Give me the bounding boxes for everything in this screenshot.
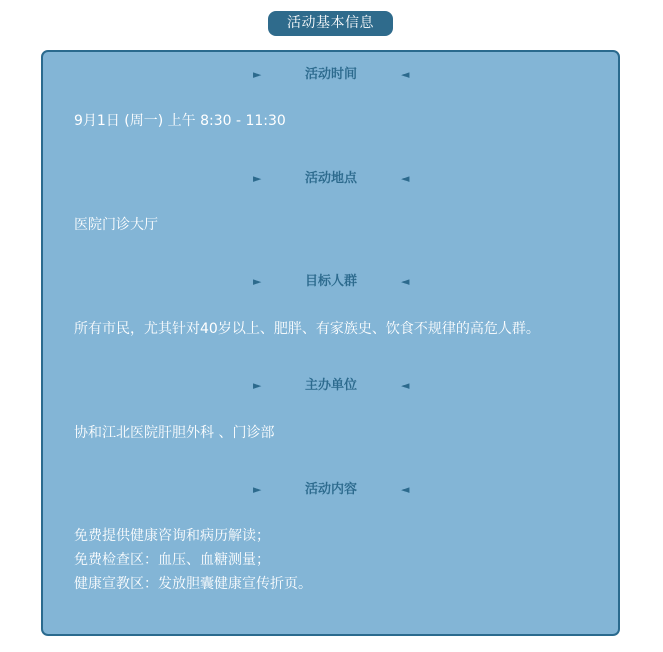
page-title: 活动基本信息 <box>268 11 393 36</box>
section-line: 所有市民，尤其针对40岁以上、肥胖、有家族史、饮食不规律的高危人群。 <box>74 321 540 337</box>
section-header-location <box>43 169 618 189</box>
triangle-left-icon: ◄ <box>401 68 410 81</box>
section-header-time <box>43 65 618 85</box>
triangle-right-icon: ► <box>253 483 262 496</box>
section-header-organizer <box>43 376 618 396</box>
section-body-audience <box>74 317 604 341</box>
triangle-left-icon: ◄ <box>401 483 410 496</box>
section-line: 免费检查区：血压、血糖测量； <box>74 552 270 568</box>
section-line: 健康宣教区：发放胆囊健康宣传折页。 <box>74 576 312 592</box>
triangle-right-icon: ► <box>253 172 262 185</box>
section-line: 9月1日 (周一) 上午 8:30 - 11:30 <box>74 113 286 129</box>
section-line: 协和江北医院肝胆外科 、门诊部 <box>74 425 275 441</box>
section-heading: 活动地点 <box>304 171 357 186</box>
section-heading: 活动时间 <box>304 67 357 82</box>
section-heading: 活动内容 <box>304 482 357 497</box>
triangle-right-icon: ► <box>253 68 262 81</box>
section-heading: 目标人群 <box>304 274 357 289</box>
section-body-content <box>74 524 604 596</box>
triangle-right-icon: ► <box>253 275 262 288</box>
section-header-audience <box>43 272 618 292</box>
section-line: 医院门诊大厅 <box>74 217 158 233</box>
section-header-content <box>43 480 618 500</box>
info-panel <box>41 50 620 636</box>
section-line: 免费提供健康咨询和病历解读； <box>74 528 270 544</box>
triangle-left-icon: ◄ <box>401 275 410 288</box>
section-body-location <box>74 213 604 237</box>
triangle-left-icon: ◄ <box>401 379 410 392</box>
section-heading: 主办单位 <box>304 378 357 393</box>
triangle-left-icon: ◄ <box>401 172 410 185</box>
section-body-time <box>74 109 604 133</box>
section-body-organizer <box>74 421 604 445</box>
triangle-right-icon: ► <box>253 379 262 392</box>
